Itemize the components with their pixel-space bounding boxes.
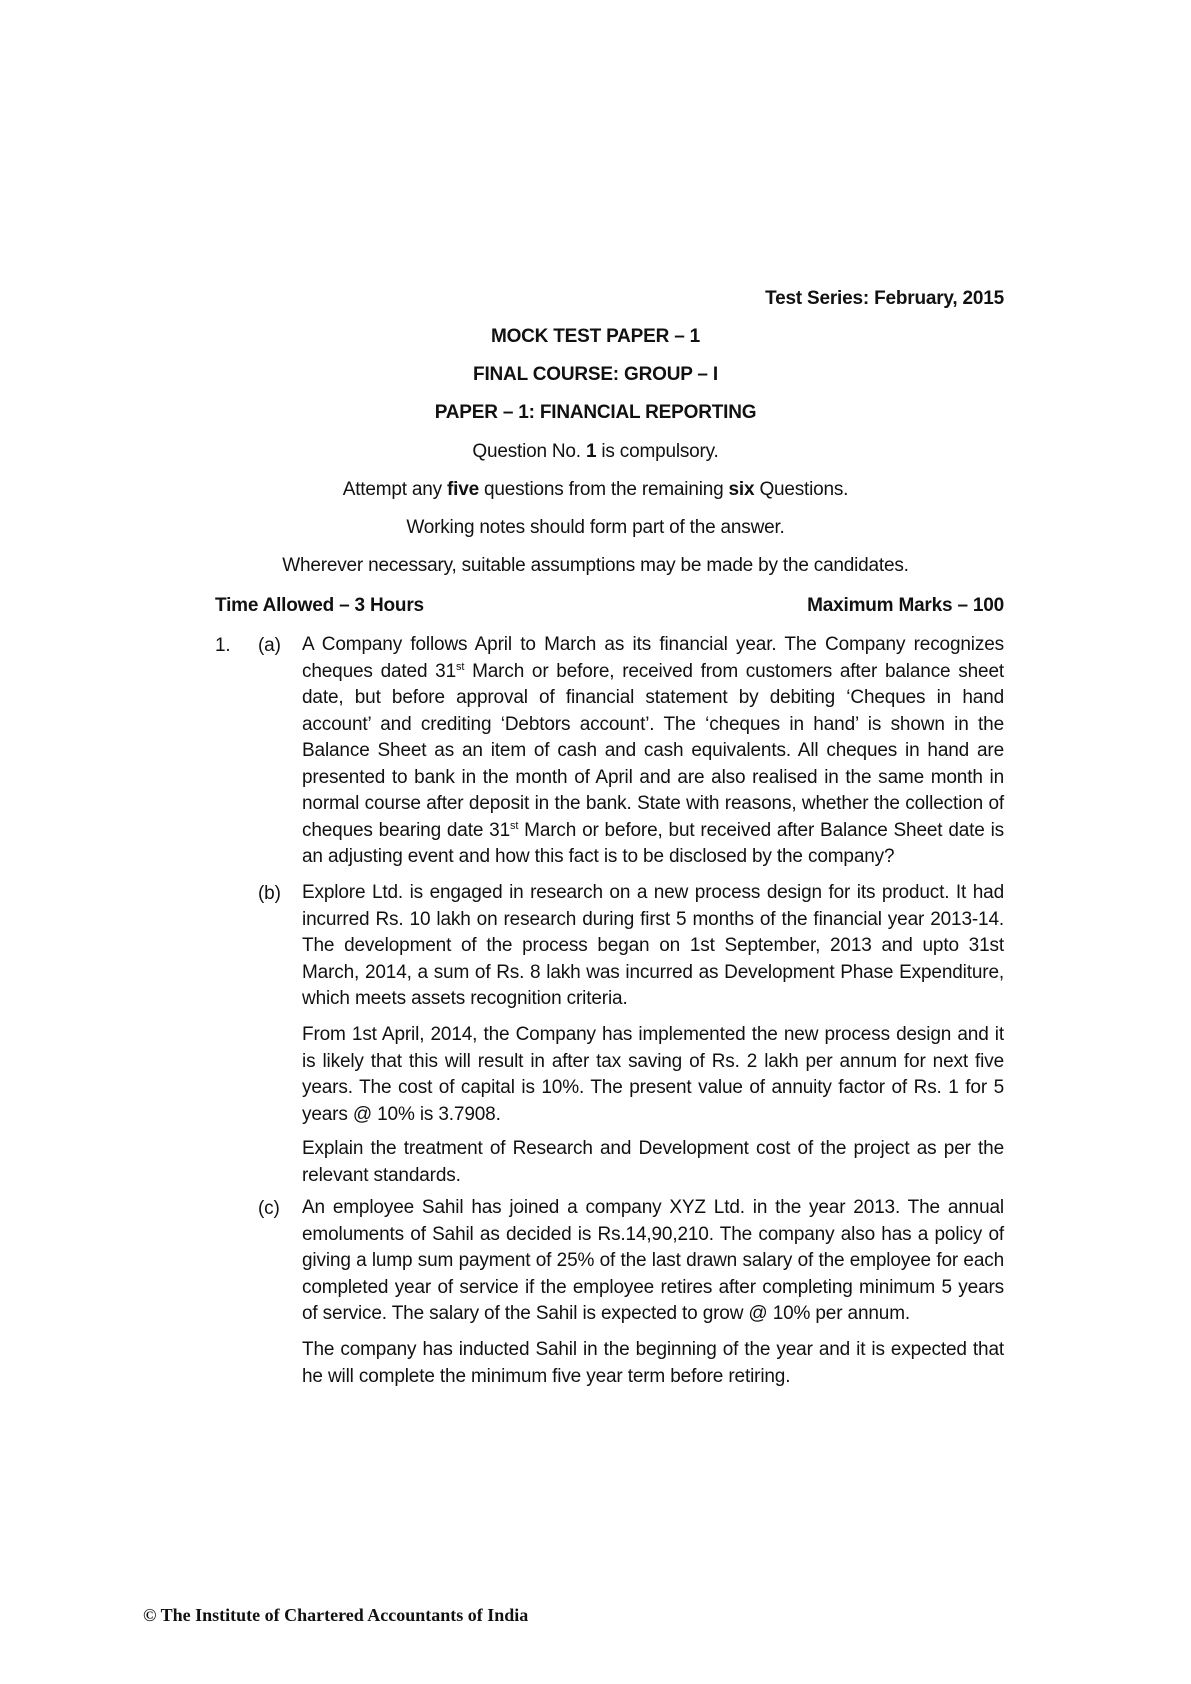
test-series-label: Test Series: February, 2015	[765, 288, 1004, 309]
instruction-attempt: Attempt any five questions from the remaining six Questions.	[342, 479, 849, 500]
mock-test-title: MOCK TEST PAPER – 1	[490, 326, 701, 347]
maximum-marks: Maximum Marks – 100	[807, 595, 1004, 616]
part-a-text: A Company follows April to March as its financial year. The Company recognizes cheques dated 31st March or before, received from customers after balance sheet date, but before approval of financial statement by debiting ‘Cheques in hand account’ and crediting ‘Debtors account’. The ‘cheques in hand’ is shown in the Balance Sheet as an item of cash and cash equivalents. All cheques in hand are presented to bank in the month of April and are also realised in the same month in normal course after deposit in the bank. State with reasons, whether the collection of cheques bearing date 31st March or before, but received after Balance Sheet date is an adjusting event and how this fact is to be disclosed by the company?	[302, 634, 1005, 867]
instruction-compulsory: Question No. 1 is compulsory.	[472, 441, 719, 462]
copyright-footer: © The Institute of Chartered Accountants of India	[143, 1605, 529, 1625]
course-title: FINAL COURSE: GROUP – I	[473, 364, 718, 385]
part-b-label: (b)	[258, 883, 281, 904]
question-number: 1.	[215, 635, 231, 656]
part-c-text-1: An employee Sahil has joined a company XYZ Ltd. in the year 2013. The annual emoluments of Sahil as decided is Rs.14,90,210. The company also has a policy of giving a lump sum payment of 25% of the last drawn salary of the employee for each completed year of service if the employee retires after completing minimum 5 years of service. The salary of the Sahil is expected to grow @ 10% per annum.	[302, 1197, 1004, 1324]
instruction-assumptions: Wherever necessary, suitable assumptions may be made by the candidates.	[282, 555, 909, 576]
time-marks-row	[215, 595, 1004, 617]
time-allowed: Time Allowed – 3 Hours	[215, 595, 424, 616]
part-b-text-2: From 1st April, 2014, the Company has implemented the new process design and it is likely that this will result in after tax saving of Rs. 2 lakh per annum for next five years. The cost of capital is 10%. The present value of annuity factor of Rs. 1 for 5 years @ 10% is 3.7908.	[302, 1024, 1004, 1125]
part-a-label: (a)	[258, 635, 281, 656]
part-b-text-3: Explain the treatment of Research and Development cost of the project as per the relevant standards.	[302, 1138, 1004, 1186]
paper-title: PAPER – 1: FINANCIAL REPORTING	[434, 402, 757, 423]
part-c-text-2: The company has inducted Sahil in the beginning of the year and it is expected that he will complete the minimum five year term before retiring.	[302, 1339, 1004, 1387]
instruction-working-notes: Working notes should form part of the answer.	[406, 517, 785, 538]
part-b-text-1: Explore Ltd. is engaged in research on a new process design for its product. It had incurred Rs. 10 lakh on research during first 5 months of the financial year 2013-14. The development of the process began on 1st September, 2013 and upto 31st March, 2014, a sum of Rs. 8 lakh was incurred as Development Phase Expenditure, which meets assets recognition criteria.	[302, 882, 1004, 1009]
part-c-label: (c)	[258, 1198, 280, 1219]
